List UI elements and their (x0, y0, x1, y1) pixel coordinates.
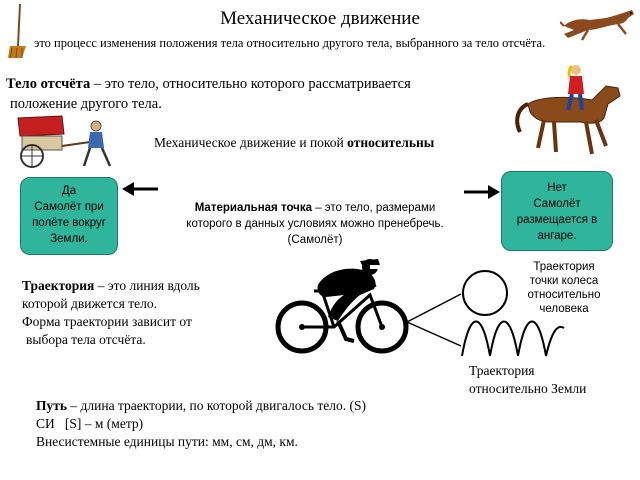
wheel-label-line: относительно (527, 289, 601, 301)
answer-yes-box (20, 177, 118, 255)
horse-rider-icon (510, 62, 630, 162)
reference-body-definition (6, 74, 411, 114)
earth-label-line: относительно Земли (469, 381, 587, 396)
material-point-text: – это тело, размерами (312, 202, 436, 214)
subtitle: это процесс изменения положения тела относительно другого тела, выбранного за тело отсчёта. (34, 36, 546, 50)
answer-no-box (501, 171, 613, 251)
wheel-trajectory-label (512, 260, 616, 316)
answer-no-line: Самолёт (533, 198, 581, 210)
path-si-units: СИ [S] – м (метр) (36, 416, 144, 431)
wheel-label-line: точки колеса (529, 275, 599, 287)
broom-icon (2, 2, 28, 60)
trajectory-line3: Форма траектории зависит от (22, 314, 192, 329)
wheel-label-line: человека (539, 303, 589, 315)
reference-body-line2: положение другого тела. (10, 96, 162, 112)
answer-no-line: ангаре. (537, 230, 577, 242)
material-point-term: Материальная точка (194, 202, 313, 214)
relativity-text: Механическое движение и покой (154, 135, 348, 150)
answer-yes-line: полёте вокруг (32, 217, 106, 229)
jumping-dog-icon (560, 4, 640, 44)
rickshaw-icon (10, 112, 120, 172)
material-point-line3: (Самолёт) (287, 234, 343, 246)
earth-label-line: Траектория (469, 363, 535, 378)
trajectory-text: – это линия вдоль (94, 278, 200, 293)
wave-trajectory-icon (460, 318, 570, 360)
reference-body-term: Тело отсчёта (6, 76, 91, 92)
relativity-emphasis: относительны (347, 135, 435, 150)
wheel-label-line: Траектория (533, 261, 595, 273)
material-point-line2: которого в данных условиях можно пренебречь. (186, 218, 444, 230)
trajectory-term: Траектория (22, 278, 95, 293)
earth-trajectory-label (469, 362, 586, 398)
answer-yes-line: Да (61, 185, 77, 197)
trajectory-pointer-lines (405, 290, 465, 350)
trajectory-line4: выбора тела отсчёта. (26, 332, 146, 347)
path-term: Путь (36, 398, 68, 413)
circle-trajectory-icon (460, 268, 510, 318)
answer-yes-line: Самолёт при (34, 201, 104, 213)
answer-yes-line: Земли. (50, 233, 88, 245)
cyclist-icon (274, 255, 414, 360)
relativity-statement (154, 135, 434, 151)
trajectory-definition (22, 277, 200, 349)
page-title: Механическое движение (220, 8, 420, 29)
arrow-left-icon (120, 181, 160, 197)
arrow-right-icon (462, 184, 502, 200)
answer-no-line: размещается в (516, 214, 598, 226)
answer-no-line: Нет (547, 182, 567, 194)
trajectory-line2: которой движется тело. (22, 296, 158, 311)
path-extra-units: Внесистемные единицы пути: мм, см, дм, км. (36, 434, 298, 449)
path-text: – длина траектории, по которой двигалось тело. (S) (67, 398, 367, 413)
material-point-definition (160, 200, 470, 248)
reference-body-text: – это тело, относительно которого рассматривается (90, 76, 411, 92)
path-definition (36, 397, 366, 451)
